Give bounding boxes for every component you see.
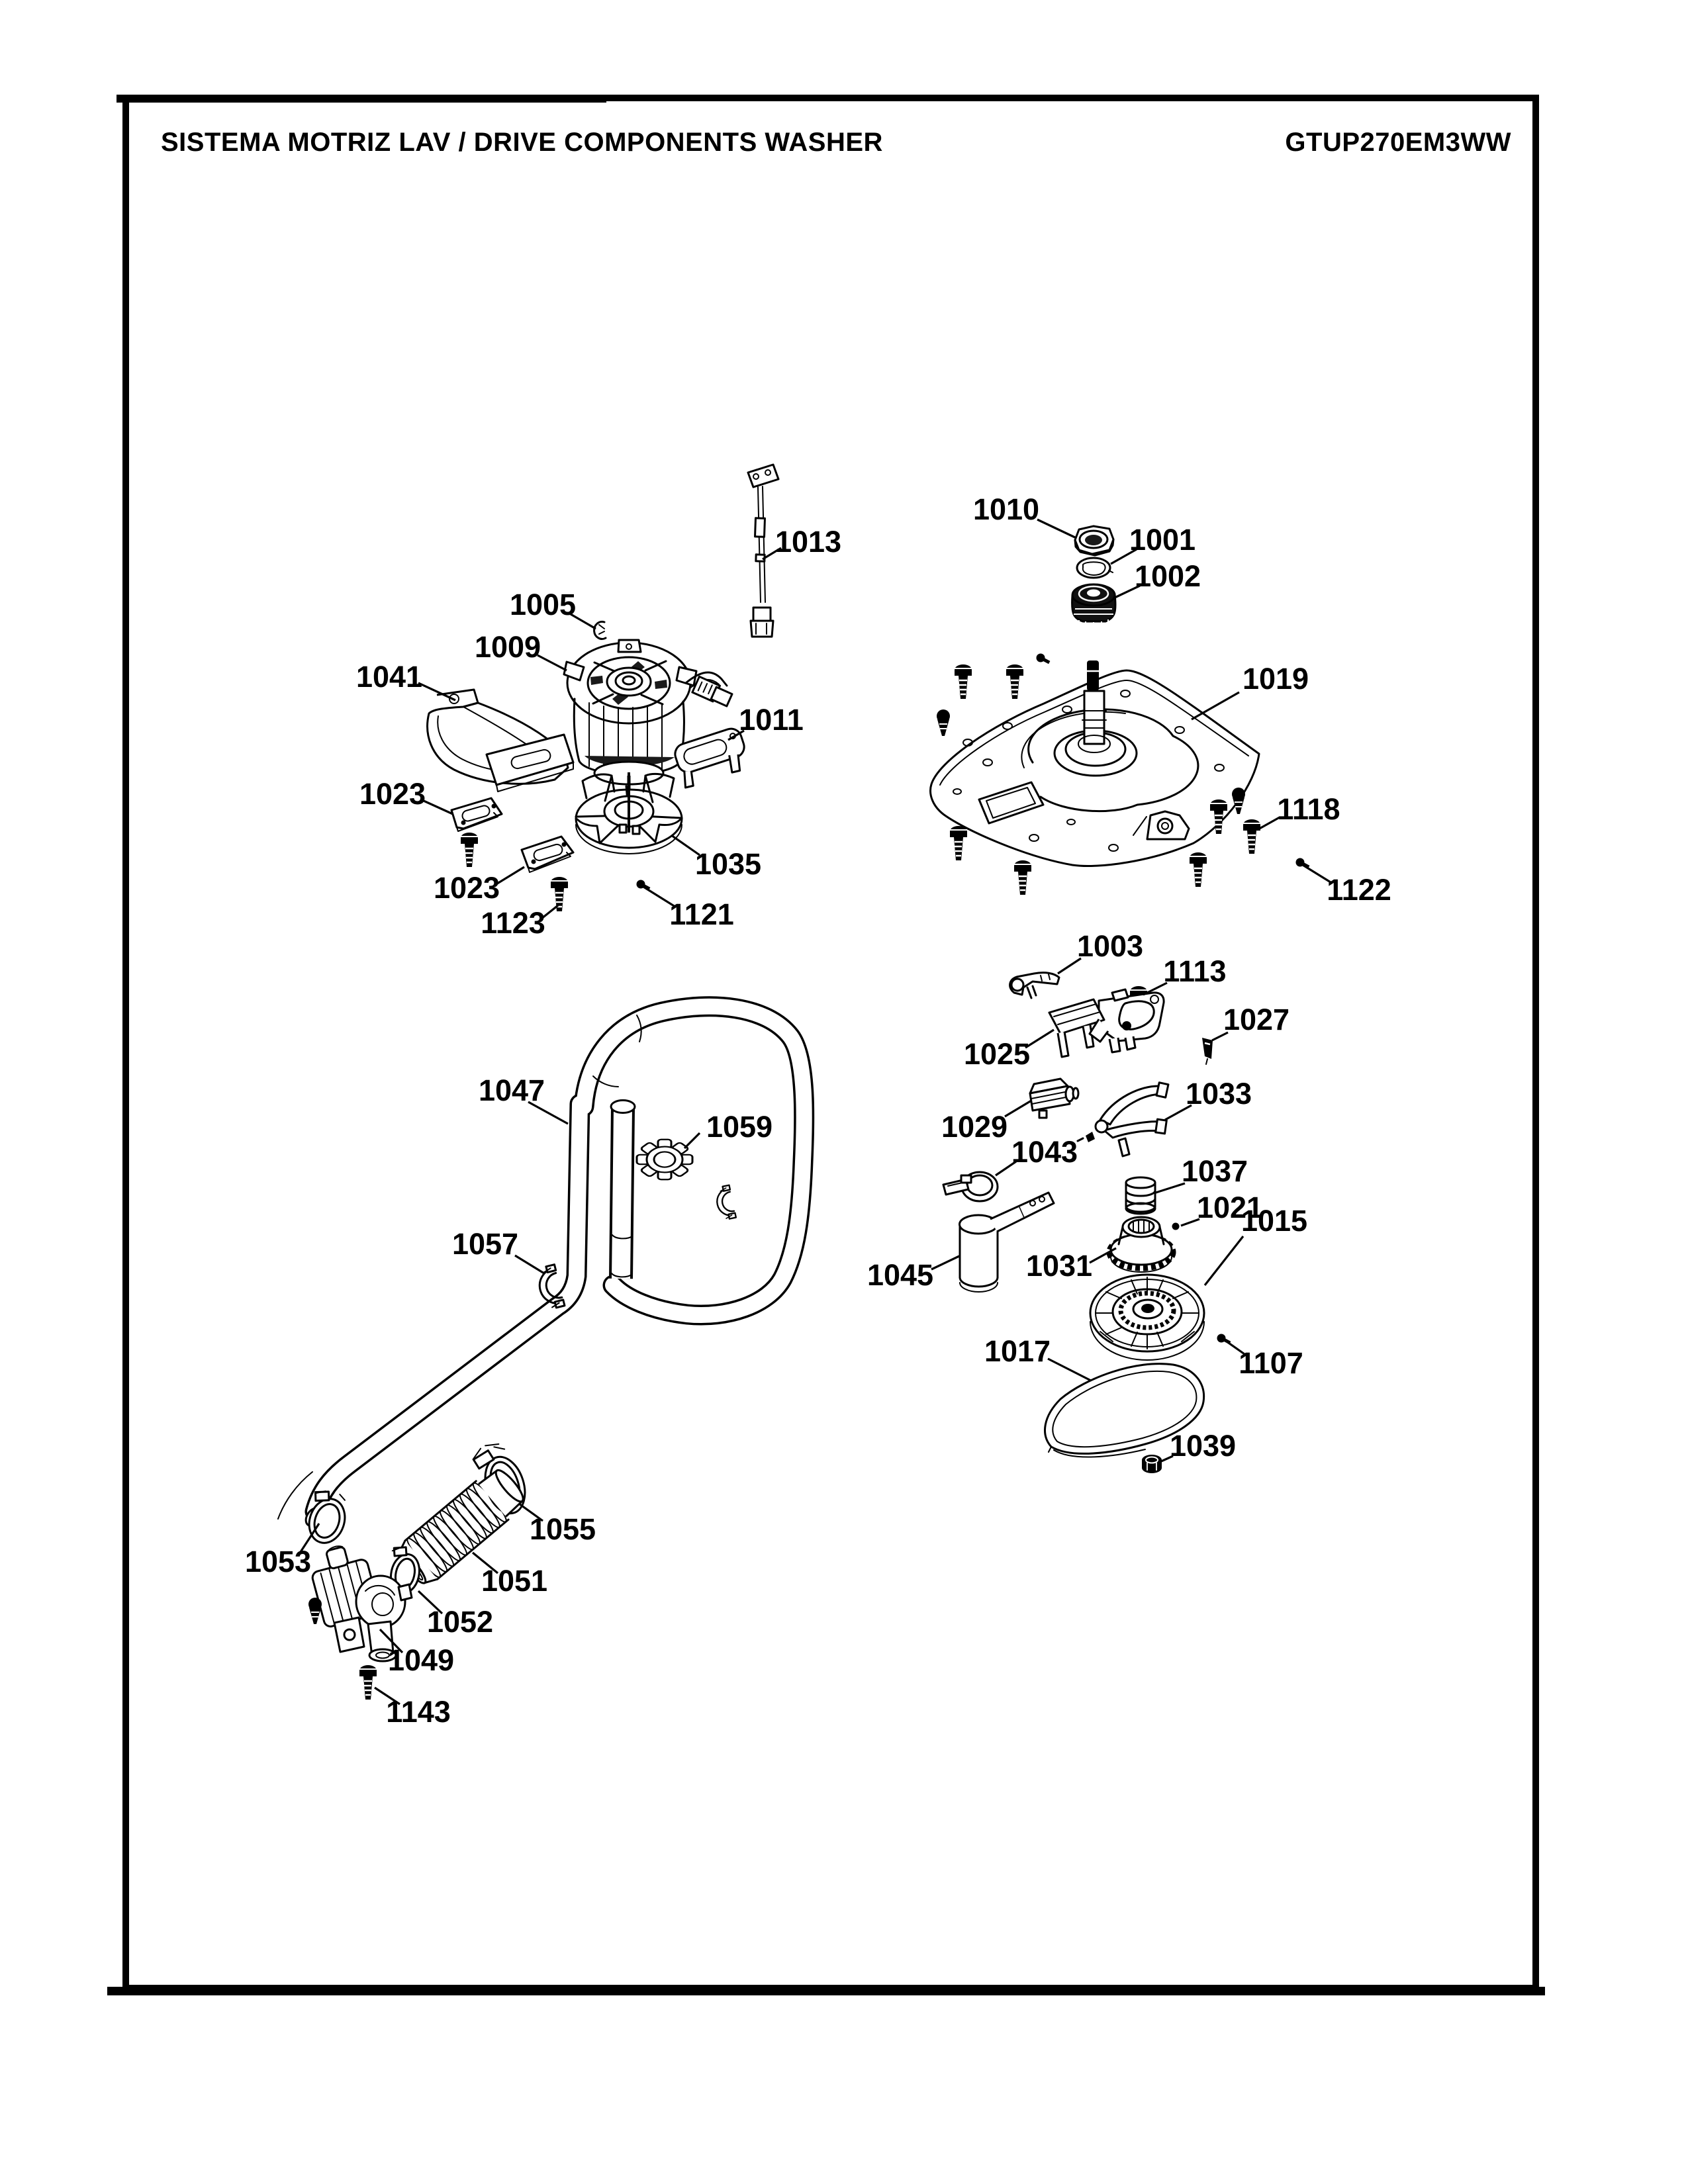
part-label-1052: 1052 [426,1605,494,1639]
part-label-1003: 1003 [1076,929,1144,963]
part-label-1118: 1118 [1277,792,1340,826]
part-label-1002: 1002 [1134,559,1201,593]
screw-1118 [1243,819,1260,854]
part-label-1027: 1027 [1223,1003,1290,1036]
screw [1006,664,1023,699]
part-label-1043: 1043 [1011,1135,1078,1169]
part-1005-clip [594,621,606,639]
screw [1190,852,1207,887]
page-title: SISTEMA MOTRIZ LAV / DRIVE COMPONENTS WASHER [161,128,883,157]
frame-shadow-bottom [107,1987,1545,1995]
leader-line-1010 [1037,520,1075,537]
screw-1143 [359,1665,377,1700]
leader-line-1015 [1205,1236,1243,1285]
leader-line-1029 [1005,1101,1031,1116]
screw-1123 [551,877,568,911]
part-label-1019: 1019 [1242,662,1309,696]
leader-line-1019 [1192,692,1239,719]
part-1015-pulley [1090,1275,1204,1360]
part-1037-spring [1126,1177,1155,1214]
model-number: GTUP270EM3WW [1285,128,1511,157]
part-label-1143: 1143 [386,1695,451,1729]
part-1029-solenoid [1030,1079,1078,1118]
part-label-1113: 1113 [1163,954,1227,988]
part-label-1009: 1009 [474,630,541,664]
part-label-1121: 1121 [669,897,734,931]
part-1013-rod [748,465,778,637]
leader-line-1037 [1156,1183,1185,1193]
leader-line-1009 [538,655,567,670]
part-1059-star-washer [637,1140,692,1179]
screw-1023 [461,833,478,867]
part-label-1001: 1001 [1129,523,1196,557]
part-1041-shield [428,690,573,792]
part-1039-nut [1142,1455,1162,1473]
part-label-1107: 1107 [1239,1346,1303,1380]
frame-shadow-top [117,95,606,103]
part-label-1055: 1055 [529,1512,596,1546]
part-label-1033: 1033 [1185,1077,1252,1111]
part-label-1023: 1023 [359,777,426,811]
screw [1037,654,1051,664]
leader-line-1023 [424,801,453,814]
part-label-1051: 1051 [481,1564,548,1598]
artwork [278,465,1309,1700]
part-1033-fork [1078,1083,1168,1156]
part-1019-platform [931,660,1259,866]
part-1023-plate-upper [451,798,502,831]
part-1003-lever [1010,973,1059,998]
part-1023-plate-lower [522,837,573,872]
part-1025-shifter [1049,989,1164,1057]
part-label-1017: 1017 [984,1334,1051,1368]
part-label-1013: 1013 [774,525,842,559]
part-label-1011: 1011 [739,703,804,737]
part-label-1029: 1029 [941,1110,1008,1144]
part-label-1123: 1123 [481,906,545,940]
part-label-1005: 1005 [509,588,577,621]
leader-line-1041 [418,683,455,700]
part-label-1035: 1035 [694,847,762,881]
part-label-1010: 1010 [972,492,1040,526]
screw [937,709,950,736]
part-label-1122: 1122 [1327,873,1391,907]
screw-1021 [1172,1223,1180,1230]
part-label-1049: 1049 [387,1643,455,1677]
part-label-1041: 1041 [355,660,423,694]
part-label-1037: 1037 [1181,1154,1248,1188]
part-label-1031: 1031 [1025,1249,1093,1283]
part-label-1021: 1021 [1196,1191,1264,1224]
leader-line-1118 [1257,817,1280,830]
part-label-1045: 1045 [867,1258,934,1292]
part-1010-hub-nut [1075,526,1113,555]
part-label-1057: 1057 [451,1227,519,1261]
part-1027-clip [1202,1038,1213,1064]
leader-line-1057 [515,1255,544,1273]
part-1035-fan [576,772,682,854]
part-label-1015: 1015 [1241,1204,1308,1238]
page-frame [107,95,1545,1995]
leader-line-1017 [1048,1359,1091,1381]
screw [950,826,967,860]
part-label-1025: 1025 [963,1037,1031,1071]
part-label-1039: 1039 [1169,1429,1237,1463]
part-label-1023: 1023 [433,871,500,905]
part-label-1053: 1053 [244,1545,312,1578]
part-1001-seal [1077,558,1113,578]
leader-line-1059 [684,1133,700,1148]
leader-line-1045 [931,1256,959,1269]
screw [1232,788,1245,814]
part-1002-clutch [1072,584,1116,626]
part-1031-gear [1109,1217,1173,1272]
clamp-small [714,1185,736,1221]
part-label-1047: 1047 [478,1073,545,1107]
part-1043-clamp [943,1172,998,1201]
screw [955,664,972,699]
part-label-1059: 1059 [706,1110,773,1144]
screw [1014,860,1031,895]
